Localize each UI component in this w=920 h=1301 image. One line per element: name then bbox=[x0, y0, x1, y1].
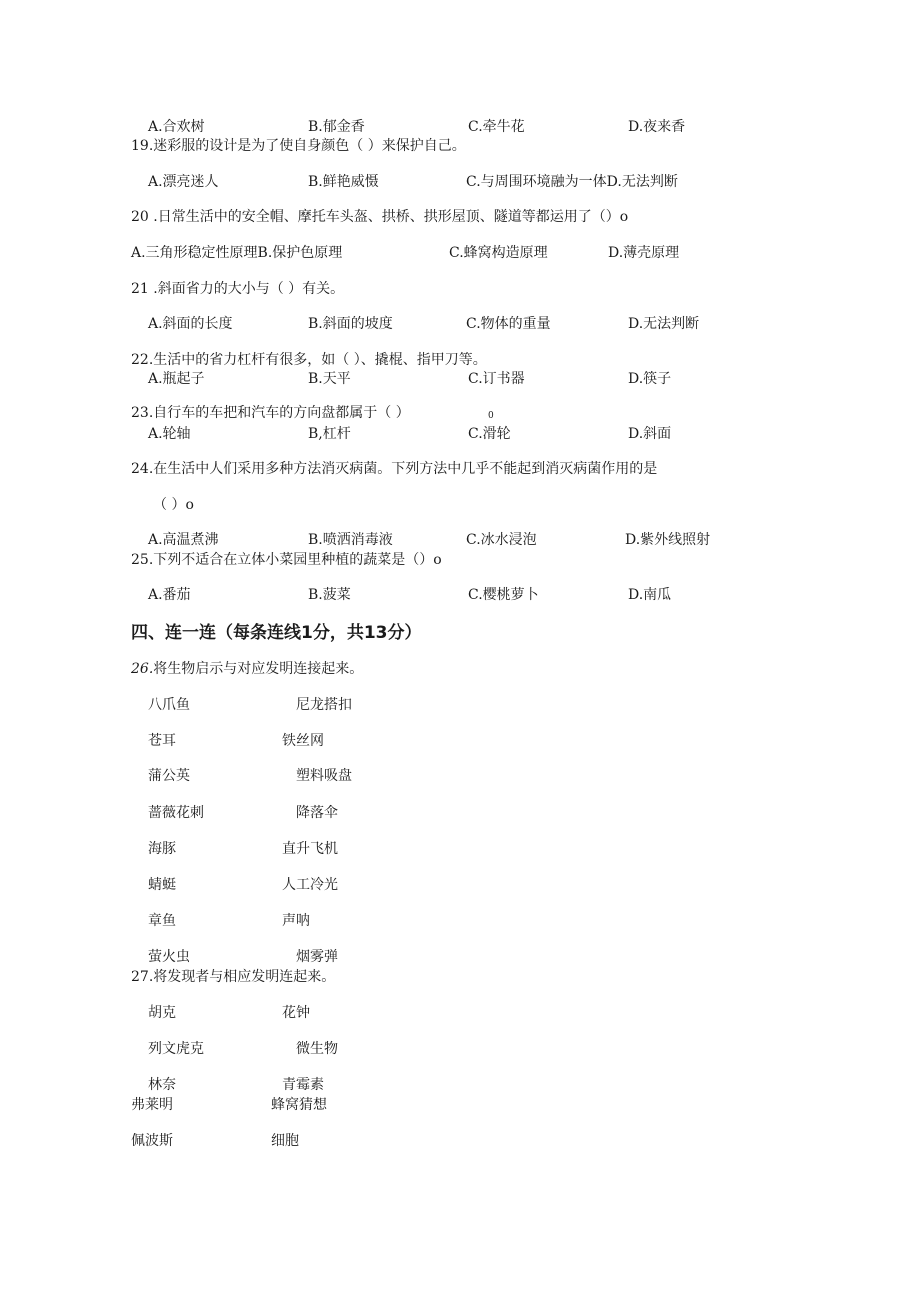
q27-left-item: 弗莱明 bbox=[131, 1097, 173, 1113]
q26-left-item: 海豚 bbox=[148, 841, 176, 857]
q22-option-c: C.订书器 bbox=[468, 371, 525, 387]
q21-option-d: D.无法判断 bbox=[628, 316, 700, 332]
q21-option-b: B.斜面的坡度 bbox=[308, 316, 393, 332]
q25-option-b: B.菠菜 bbox=[308, 587, 351, 603]
q23-option-a: A.轮轴 bbox=[148, 426, 191, 442]
q19-option-cd: C.与周围环境融为一体D.无法判断 bbox=[466, 174, 678, 190]
q21-option-c: C.物体的重量 bbox=[466, 316, 551, 332]
q27-right-item: 细胞 bbox=[271, 1133, 299, 1149]
q23-stem: 23.自行车的车把和汽车的方向盘都属于（ ） bbox=[131, 405, 410, 421]
q20-option-d: D.薄壳原理 bbox=[608, 245, 680, 261]
q26-right-item: 直升飞机 bbox=[282, 841, 338, 857]
q27-left-item: 佩波斯 bbox=[131, 1133, 173, 1149]
q22-option-a: A.瓶起子 bbox=[148, 371, 205, 387]
q26-right-item: 声呐 bbox=[282, 913, 310, 929]
q23-option-b: B,杠杆 bbox=[308, 426, 351, 442]
q26-right-item: 降落伞 bbox=[296, 805, 338, 821]
q20-option-c: C.蜂窝构造原理 bbox=[449, 245, 548, 261]
q24-paren: （ ）o bbox=[153, 497, 194, 513]
q27-left-item: 林奈 bbox=[148, 1077, 176, 1093]
q24-stem: 24.在生活中人们采用多种方法消灭病菌。下列方法中几乎不能起到消灭病菌作用的是 bbox=[131, 461, 658, 477]
q18-option-c: C.牵牛花 bbox=[468, 119, 525, 135]
q26-left-item: 苍耳 bbox=[148, 733, 176, 749]
q20-option-ab: A.三角形稳定性原理B.保护色原理 bbox=[131, 245, 343, 261]
q27-right-item: 蜂窝猜想 bbox=[271, 1097, 327, 1113]
q26-right-item: 烟雾弹 bbox=[296, 949, 338, 965]
q25-option-d: D.南瓜 bbox=[628, 587, 672, 603]
q21-stem: 21 .斜面省力的大小与（ ）有关。 bbox=[131, 281, 345, 297]
q26-right-item: 塑料吸盘 bbox=[296, 768, 352, 784]
q26-left-item: 蒲公英 bbox=[148, 768, 190, 784]
q27-left-item: 胡克 bbox=[148, 1005, 176, 1021]
q18-option-d: D.夜来香 bbox=[628, 119, 686, 135]
q26-left-item: 章鱼 bbox=[148, 913, 176, 929]
q27-right-item: 微生物 bbox=[296, 1041, 338, 1057]
q22-option-b: B.天平 bbox=[308, 371, 351, 387]
q26-left-item: 萤火虫 bbox=[148, 949, 190, 965]
q25-option-a: A.番茄 bbox=[148, 587, 191, 603]
q24-option-a: A.高温煮沸 bbox=[148, 532, 219, 548]
q26-text: 将生物启示与对应发明连接起来。 bbox=[153, 661, 364, 677]
q19-option-b: B.鲜艳威慑 bbox=[308, 174, 379, 190]
q22-option-d: D.筷子 bbox=[628, 371, 672, 387]
q18-option-a: A.合欢树 bbox=[148, 119, 205, 135]
q18-option-b: B.郁金香 bbox=[308, 119, 365, 135]
q21-option-a: A.斜面的长度 bbox=[148, 316, 233, 332]
q19-option-a: A.漂亮迷人 bbox=[148, 174, 219, 190]
q26-left-item: 八爪鱼 bbox=[148, 697, 190, 713]
q25-option-c: C.樱桃萝卜 bbox=[468, 587, 539, 603]
q24-option-b: B.喷洒消毒液 bbox=[308, 532, 393, 548]
q26-left-item: 蜻蜓 bbox=[148, 877, 176, 893]
q22-stem: 22.生活中的省力杠杆有很多，如（ ）、撬棍、指甲刀等。 bbox=[131, 352, 487, 368]
q27-stem: 27.将发现者与相应发明连起来。 bbox=[131, 969, 336, 985]
q24-option-c: C.冰水浸泡 bbox=[466, 532, 537, 548]
q27-left-item: 列文虎克 bbox=[148, 1041, 204, 1057]
q27-right-item: 花钟 bbox=[282, 1005, 310, 1021]
q25-stem: 25.下列不适合在立体小菜园里种植的蔬菜是（）o bbox=[131, 552, 442, 568]
q26-right-item: 铁丝网 bbox=[282, 733, 324, 749]
q26-stem bbox=[131, 660, 363, 678]
q24-option-d: D.紫外线照射 bbox=[625, 532, 711, 548]
q26-left-item: 蔷薇花刺 bbox=[148, 805, 204, 821]
q23-subscript: 0 bbox=[488, 411, 494, 421]
q23-option-c: C.滑轮 bbox=[468, 426, 511, 442]
q19-stem: 19.迷彩服的设计是为了使自身颜色（ ）来保护自己。 bbox=[131, 138, 466, 154]
section-4-title: 四、连一连（每条连线1分，共13分） bbox=[131, 623, 422, 643]
q26-right-item: 尼龙搭扣 bbox=[296, 697, 352, 713]
q20-stem: 20 .日常生活中的安全帽、摩托车头盔、拱桥、拱形屋顶、隧道等都运用了（）o bbox=[131, 209, 629, 225]
q23-option-d: D.斜面 bbox=[628, 426, 672, 442]
q26-right-item: 人工冷光 bbox=[282, 877, 338, 893]
q26-number: 26. bbox=[131, 661, 154, 677]
q27-right-item: 青霉素 bbox=[282, 1077, 324, 1093]
